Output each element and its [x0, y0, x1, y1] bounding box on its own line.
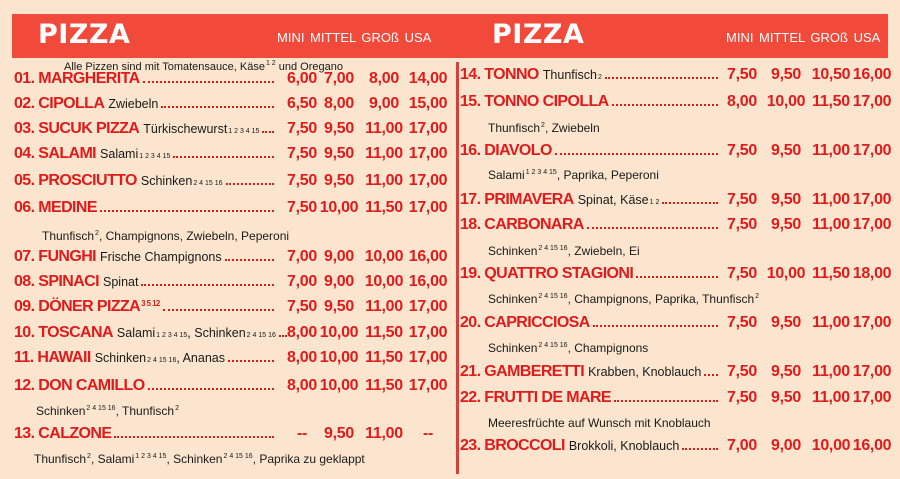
price-usa: 17,00	[852, 363, 892, 380]
price-mini: 7,50	[727, 66, 757, 83]
menu-item-name: 13. CALZONE	[14, 425, 112, 442]
price-mittel: 9,50	[771, 363, 801, 380]
price-mini: 7,00	[727, 437, 757, 454]
price-gross: 11,00	[812, 191, 850, 208]
price-mittel: 10,00	[766, 93, 806, 110]
price-mini: 6,50	[287, 95, 317, 112]
price-mittel: 10,00	[319, 199, 359, 216]
menu-item-name: 15. TONNO CIPOLLA	[460, 93, 609, 110]
ingredient-text: Schinken	[36, 404, 86, 418]
price-mittel: 9,50	[771, 191, 801, 208]
ingredient-text: , Zwiebeln	[544, 121, 600, 135]
price-mittel: 10,00	[319, 324, 359, 341]
price-mini: 7,50	[727, 142, 757, 159]
price-mini: 7,50	[287, 120, 317, 137]
menu-item	[14, 120, 448, 142]
menu-item-name: 11. HAWAII	[14, 349, 91, 366]
menu-item	[14, 349, 448, 371]
price-gross: 11,50	[365, 324, 403, 341]
right-section-title: PIZZA	[492, 19, 585, 50]
price-gross: 11,50	[365, 199, 403, 216]
allergen-codes: 1 2 3 4 15	[156, 332, 188, 339]
price-gross: 11,00	[365, 425, 403, 442]
menu-item-ingredients	[34, 452, 365, 466]
menu-item-line	[14, 298, 276, 316]
price-gross: 11,00	[812, 314, 850, 331]
allergen-codes: 3 5 12	[141, 299, 160, 308]
menu-item-ingredients	[42, 229, 289, 243]
menu-item-line	[460, 437, 720, 455]
menu-item-name: 06. MEDINE	[14, 199, 97, 216]
price-gross: 10,00	[811, 437, 851, 454]
price-usa: 16,00	[408, 273, 448, 290]
price-mittel: 9,50	[324, 120, 354, 137]
ingredient-text: , Champignons	[567, 341, 649, 355]
price-mini: 7,50	[727, 191, 757, 208]
price-usa: 17,00	[852, 389, 892, 406]
price-gross: 10,50	[811, 66, 851, 83]
price-mini: 7,50	[727, 314, 757, 331]
menu-item-name: 18. CARBONARA	[460, 216, 584, 233]
price-mittel: 10,00	[766, 265, 806, 282]
price-mittel: 9,50	[324, 145, 354, 162]
menu-item-line	[14, 70, 276, 88]
menu-item-line	[14, 120, 276, 138]
menu-item	[460, 314, 892, 336]
allergen-codes: 2	[175, 405, 179, 412]
menu-item	[460, 93, 892, 115]
menu-item-line	[460, 314, 720, 332]
price-gross: 11,00	[812, 142, 850, 159]
price-mittel: 9,50	[324, 298, 354, 315]
price-mittel: 10,00	[319, 349, 359, 366]
menu-item-description: Spinat	[103, 275, 139, 289]
menu-item-ingredients	[488, 416, 711, 430]
ingredient-text: Schinken	[488, 292, 538, 306]
menu-item-name: 12. DON CAMILLO	[14, 377, 145, 394]
menu-item-line	[14, 324, 289, 342]
price-mini: 7,50	[287, 199, 317, 216]
menu-item-line	[14, 199, 276, 217]
price-mini: 7,50	[727, 265, 757, 282]
ingredient-text: Thunfisch	[34, 452, 87, 466]
allergen-codes: 2	[95, 230, 99, 237]
menu-item-ingredients	[36, 404, 179, 418]
allergen-codes: 2	[755, 293, 760, 300]
ingredient-text: Schinken	[488, 244, 538, 258]
menu-item-name: 22. FRUTTI DE MARE	[460, 389, 611, 406]
ingredient-text: , Paprika zu geklappt	[252, 452, 365, 466]
menu-item	[14, 172, 448, 194]
price-usa: 16,00	[852, 66, 892, 83]
menu-item-name: 20. CAPRICCIOSA	[460, 314, 590, 331]
price-usa: --	[422, 425, 434, 442]
menu-item	[14, 199, 448, 221]
leader-dots	[225, 259, 274, 261]
menu-item	[460, 142, 892, 164]
price-mini: 7,50	[727, 216, 757, 233]
price-gross: 11,50	[365, 349, 403, 366]
price-usa: 17,00	[852, 93, 892, 110]
price-gross: 11,00	[365, 145, 403, 162]
price-mini: 8,00	[287, 349, 317, 366]
price-mini: 7,00	[287, 273, 317, 290]
leader-dots	[704, 374, 718, 376]
leader-dots	[262, 131, 274, 133]
leader-dots	[148, 388, 274, 390]
menu-item-ingredients	[488, 292, 759, 306]
price-mini: 8,00	[727, 93, 757, 110]
menu-item-line	[460, 66, 720, 84]
price-gross: 11,50	[812, 93, 850, 110]
menu-item	[14, 273, 448, 295]
menu-item-name: 08. SPINACI	[14, 273, 99, 290]
price-usa: 18,00	[852, 265, 892, 282]
menu-item-name: 03. SUCUK PIZZA	[14, 120, 140, 137]
menu-item	[14, 377, 448, 399]
price-usa: 17,00	[852, 216, 892, 233]
menu-item-ingredients	[488, 341, 648, 355]
menu-item-name: 14. TONNO	[460, 66, 539, 83]
price-mittel: 10,00	[319, 377, 359, 394]
menu-item-ingredients	[488, 121, 600, 135]
price-usa: 17,00	[408, 145, 448, 162]
price-mittel: 9,00	[324, 248, 354, 265]
allergen-codes: 1 2 3 4 15	[525, 169, 557, 176]
menu-item	[460, 191, 892, 213]
menu-item-description: Brokkoli, Knoblauch	[568, 439, 680, 453]
price-gross: 11,00	[812, 216, 850, 233]
menu-item-line	[460, 389, 720, 407]
menu-item	[14, 145, 448, 167]
menu-item-description-extra: , Ananas	[176, 351, 225, 365]
menu-item-description: Schinken	[94, 351, 147, 365]
leader-dots	[100, 210, 274, 212]
price-mini: 8,00	[287, 377, 317, 394]
allergen-codes: 2 4 15 16	[538, 342, 568, 349]
allergen-codes: 2 4 15 16	[86, 405, 116, 412]
menu-item-line	[14, 95, 276, 113]
menu-item-name: 07. FUNGHI	[14, 248, 97, 265]
ingredient-text: , Zwiebeln, Ei	[567, 244, 640, 258]
price-gross: 11,00	[365, 120, 403, 137]
menu-item	[14, 248, 448, 270]
ingredient-text: Salami	[488, 168, 525, 182]
menu-item-description-extra: , Schinken	[187, 326, 246, 340]
price-mittel: 9,50	[771, 314, 801, 331]
price-usa: 14,00	[408, 70, 448, 87]
menu-item	[460, 265, 892, 287]
ingredient-text: , Thunfisch	[115, 404, 175, 418]
menu-item-line	[460, 142, 720, 160]
menu-item-name: 19. QUATTRO STAGIONI	[460, 265, 634, 282]
ingredient-text: , Champignons, Zwiebeln, Peperoni	[98, 229, 290, 243]
menu-item-line	[14, 377, 276, 395]
menu-item-description: Krabben, Knoblauch	[588, 365, 702, 379]
menu-item	[460, 66, 892, 88]
price-mini: --	[296, 425, 308, 442]
left-size-columns: MINI MITTEL GROß USA	[277, 30, 432, 45]
menu-item-name: 05. PROSCIUTTO	[14, 172, 137, 189]
menu-item-line	[14, 349, 276, 367]
allergen-codes: 2	[597, 74, 602, 81]
allergen-codes: 2 4 15 16	[538, 293, 568, 300]
allergen-codes: 2 4 15 16	[246, 332, 276, 339]
menu-item-name: 09. DÖNER $PIZZA^{3 5 12}$	[14, 298, 160, 315]
price-mini: 7,50	[287, 172, 317, 189]
leader-dots	[555, 153, 718, 155]
leader-dots	[682, 448, 718, 450]
price-mittel: 9,50	[771, 389, 801, 406]
menu-item-line	[460, 191, 720, 209]
menu-item	[460, 389, 892, 411]
price-usa: 17,00	[408, 199, 448, 216]
leader-dots	[161, 106, 274, 108]
menu-item	[14, 324, 448, 346]
leader-dots	[662, 202, 718, 204]
menu-item-description: Salami	[116, 326, 156, 340]
price-gross: 10,00	[364, 248, 404, 265]
menu-item-line	[14, 248, 276, 266]
allergen-codes: 1 2 3 4 15	[228, 128, 260, 135]
allergen-codes: 2 4 15 16	[223, 453, 253, 460]
ingredient-text: Thunfisch	[42, 229, 95, 243]
price-usa: 17,00	[408, 324, 448, 341]
menu-header-bar	[12, 14, 888, 58]
price-mittel: 9,50	[324, 172, 354, 189]
price-mittel: 7,00	[324, 70, 354, 87]
price-gross: 10,00	[364, 273, 404, 290]
menu-item	[460, 363, 892, 385]
ingredient-text: , Champignons, Paprika, Thunfisch	[567, 292, 755, 306]
price-gross: 11,00	[365, 298, 403, 315]
leader-dots	[173, 156, 274, 158]
price-gross: 11,50	[365, 377, 403, 394]
price-mittel: 9,50	[771, 142, 801, 159]
menu-item-description: Zwiebeln	[108, 97, 159, 111]
leader-dots	[636, 276, 718, 278]
menu-item-ingredients	[488, 244, 640, 258]
allergen-codes: 2 4 15 16	[538, 245, 568, 252]
menu-item-line	[460, 216, 720, 234]
menu-item-ingredients	[488, 168, 659, 182]
allergen-codes: 2	[87, 453, 91, 460]
price-usa: 17,00	[852, 142, 892, 159]
leader-dots	[228, 360, 274, 362]
menu-item-description: Spinat, Käse	[577, 193, 649, 207]
price-mittel: 9,00	[324, 273, 354, 290]
price-mini: 7,50	[727, 363, 757, 380]
menu-item-line	[460, 93, 720, 111]
allergen-codes: 2 4 15 16	[147, 357, 177, 364]
menu-item-name: 23. BROCCOLI	[460, 437, 565, 454]
menu-item-line	[14, 172, 276, 190]
leader-dots	[114, 436, 274, 438]
price-mittel: 9,50	[771, 66, 801, 83]
right-size-columns: MINI MITTEL GROß USA	[726, 30, 881, 45]
price-mittel: 9,50	[771, 216, 801, 233]
menu-item-description: Salami	[100, 147, 139, 161]
left-section-title: PIZZA	[38, 19, 131, 50]
price-usa: 16,00	[852, 437, 892, 454]
ingredient-text: Meeresfrüchte auf Wunsch mit Knoblauch	[488, 416, 711, 430]
price-mini: 7,00	[287, 248, 317, 265]
price-gross: 11,00	[365, 172, 403, 189]
menu-item-line	[14, 273, 276, 291]
menu-item-name: 04. SALAMI	[14, 145, 97, 162]
leader-dots	[605, 77, 718, 79]
leader-dots	[163, 309, 274, 311]
menu-item-name: 02. CIPOLLA	[14, 95, 105, 112]
allergen-codes: 1 2 3 4 15	[135, 453, 167, 460]
menu-item-name: 21. GAMBERETTI	[460, 363, 585, 380]
price-gross: 9,00	[369, 95, 399, 112]
ingredient-text: , Schinken	[166, 452, 223, 466]
price-mittel: 8,00	[324, 95, 354, 112]
price-mini: 7,50	[727, 389, 757, 406]
ingredient-text: , Salami	[90, 452, 135, 466]
menu-item-description: Thunfisch	[542, 68, 597, 82]
price-usa: 17,00	[408, 298, 448, 315]
price-mini: 7,50	[287, 298, 317, 315]
menu-item-description: Frische Champignons	[100, 250, 222, 264]
allergen-codes: 2	[541, 122, 545, 129]
menu-item	[460, 216, 892, 238]
ingredients-note: Alle Pizzen sind mit Tomatensauce, Käse$^{1 2}$ und Oregano	[64, 60, 343, 73]
leader-dots	[279, 335, 287, 337]
menu-item-name: 01. MARGHERITA	[14, 70, 140, 87]
leader-dots	[587, 227, 718, 229]
menu-item	[460, 437, 892, 459]
menu-item-line	[460, 265, 720, 283]
ingredient-text: Schinken	[488, 341, 538, 355]
price-gross: 11,00	[812, 389, 850, 406]
ingredient-text: Thunfisch	[488, 121, 541, 135]
menu-item-description: Türkischewurst	[143, 122, 228, 136]
menu-item-line	[14, 145, 276, 163]
price-usa: 17,00	[408, 120, 448, 137]
price-usa: 17,00	[408, 172, 448, 189]
price-gross: 11,00	[812, 363, 850, 380]
price-mini: 7,50	[287, 145, 317, 162]
price-usa: 17,00	[408, 377, 448, 394]
allergen-codes: 1 2 3 4 15	[139, 153, 171, 160]
column-divider	[456, 62, 459, 474]
leader-dots	[143, 81, 274, 83]
price-gross: 8,00	[369, 70, 399, 87]
leader-dots	[593, 325, 718, 327]
menu-item-name: 17. PRIMAVERA	[460, 191, 574, 208]
menu-item-description: Schinken	[140, 174, 193, 188]
menu-item	[14, 70, 448, 92]
menu-item-name: 16. DIAVOLO	[460, 142, 552, 159]
leader-dots	[226, 183, 274, 185]
allergen-codes: 2 4 15 16	[193, 180, 223, 187]
price-mittel: 9,00	[771, 437, 801, 454]
price-gross: 11,50	[812, 265, 850, 282]
price-mittel: 9,50	[324, 425, 354, 442]
menu-item-line	[460, 363, 720, 381]
menu-item	[14, 425, 434, 447]
leader-dots	[141, 284, 274, 286]
menu-item	[14, 95, 448, 117]
price-usa: 16,00	[408, 248, 448, 265]
leader-dots	[614, 400, 718, 402]
price-mini: 6,00	[287, 70, 317, 87]
price-usa: 17,00	[852, 314, 892, 331]
price-usa: 17,00	[408, 349, 448, 366]
ingredient-text: , Paprika, Peperoni	[556, 168, 659, 182]
leader-dots	[612, 104, 718, 106]
menu-item-name: 10. TOSCANA	[14, 324, 113, 341]
price-usa: 15,00	[408, 95, 448, 112]
price-mini: 8,00	[287, 324, 317, 341]
menu-item-line	[14, 425, 276, 443]
allergen-codes: 1 2	[649, 199, 660, 206]
price-usa: 17,00	[852, 191, 892, 208]
menu-item	[14, 298, 448, 320]
